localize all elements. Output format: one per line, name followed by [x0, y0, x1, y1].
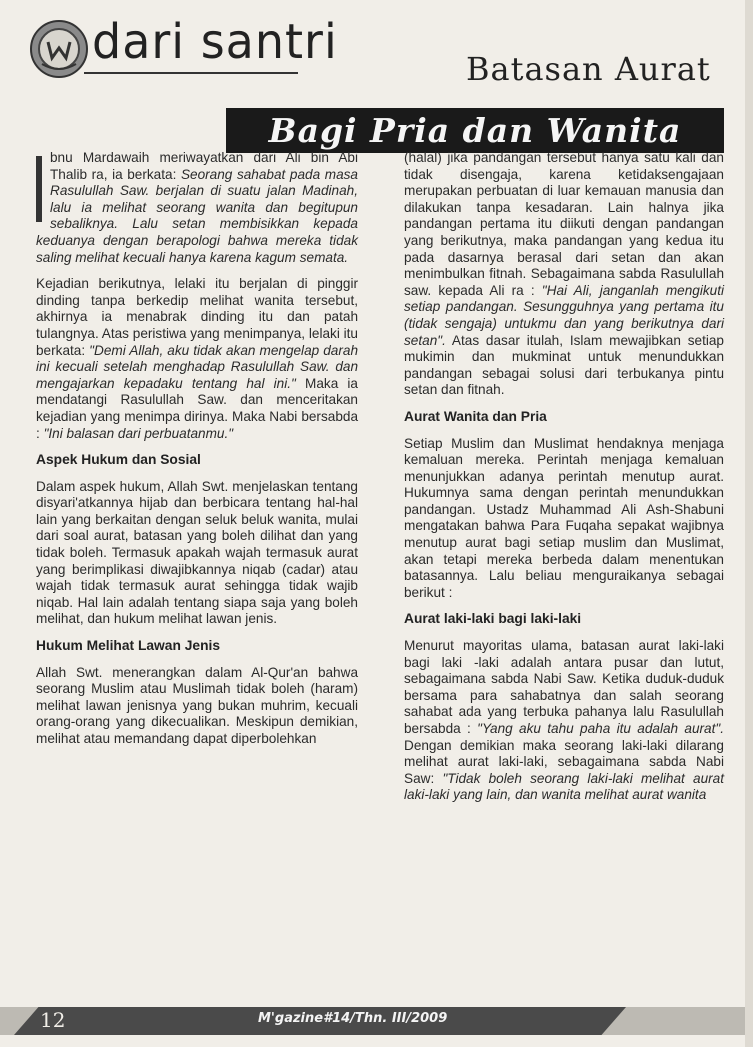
- quote-text: "Demi Allah, aku tidak akan mengelap darah ini kecuali setelah menghadap Rasulullah Saw. dan mengajarkan kepadaku tentang hal ini.": [36, 342, 359, 391]
- body-text: Maka ia mendatangi Rasulullah Saw. dan menceritakan kejadian yang menimpa dirinya. Maka Nabi bersabda :: [36, 375, 358, 441]
- issue-label: M'gazine#14/Thn. III/2009: [258, 1011, 448, 1026]
- body-text: Kejadian berikutnya, lelaki itu berjalan di pinggir dinding tanpa berkedip melihat wanita tersebut, akhirnya ia menabrak dinding itu dan patah tulangnya. Atas peristiwa yang menimpanya, lelaki itu berkata:: [36, 276, 358, 358]
- subheading-hukum-melihat: Hukum Melihat Lawan Jenis: [36, 638, 221, 654]
- body-paragraph: [404, 638, 724, 804]
- body-text: Menurut mayoritas ulama, batasan aurat laki-laki bagi laki -laki adalah antara pusar dan lutut, sebagaimana sabda Nabi Saw. Ketika duduk-duduk bersama para sahabatnya dan salah seorang sahabat ada yang terbuka pahanya lalu Rasulullah bersabda :: [404, 638, 724, 736]
- article-subtitle: Bagi Pria dan Wanita: [268, 111, 682, 150]
- subheading-aspek-hukum: Aspek Hukum dan Sosial: [36, 452, 201, 468]
- subheading-aurat-wanita-pria: Aurat Wanita dan Pria: [404, 408, 547, 424]
- body-paragraph: Dalam aspek hukum, Allah Swt. menjelaskan tentang disyari'atkannya hijab dan berbicara tentang hal-hal lain yang berkaitan dengan seluk beluk wanita, mulai dari soal aurat, batasan yang boleh dilihat dan yang tidak boleh. Termasuk apakah wajah termasuk aurat yang berimplikasi diwajibkannya niqab (cadar) atau wajah tidak termasuk aurat sehingga tidak wajib niqab. Hal lain adalah tentang siapa saja yang boleh melihat, dan hukum melihat lawan jenis.: [36, 478, 358, 627]
- section-name: dari santri: [92, 12, 338, 70]
- body-paragraph: [36, 276, 358, 442]
- intro-quote: Seorang sahabat pada masa Rasulullah Saw. berjalan di suatu jalan Madinah, lalu ia melihat seorang wanita dan begitupun sebaliknya. Lalu setan membisikkan kepada keduanya dengan berapologi bahwa mereka tidak saling melihat kecuali hanya karena kagum semata.: [36, 166, 358, 265]
- body-text: Dengan demikian maka seorang laki-laki dilarang melihat aurat laki-laki, sebagaimana sabda Nabi Saw:: [404, 737, 724, 786]
- page-edge: [745, 0, 753, 1047]
- body-paragraph: Setiap Muslim dan Muslimat hendaknya menjaga kemaluan mereka. Perintah menjaga kemaluan menunjukkan adanya perintah menutup aurat. Hukumnya sama dengan perintah menundukkan pandangan. Ustadz Muhammad Ali Ash-Shabuni mengatakan bahwa Para Fuqaha sepakat wajibnya menutup aurat bagi setiap muslim dan Muslimat, akan tetapi mereka berbeda dalam menentukan batasannya. Lalu beliau menguraikanya sebagai berikut :: [404, 435, 724, 600]
- quote-text: "Ini balasan dari perbuatanmu.": [43, 425, 234, 441]
- intro-text: bnu Mardawaih meriwayatkan dari Ali bin Abi Thalib ra, ia berkata:: [50, 150, 358, 182]
- page-number: 12: [40, 1008, 66, 1032]
- body-text: Atas dasar itulah, Islam mewajibkan setiap mukimin dan mukminat untuk menundukkan pandangan sebagai solusi dari terbukanya pintu setan dan fitnah.: [404, 332, 724, 398]
- subheading-aurat-laki-laki: Aurat laki-laki bagi laki-laki: [404, 611, 582, 627]
- left-column: [36, 150, 358, 758]
- body-paragraph: Allah Swt. menerangkan dalam Al-Qur'an bahwa seorang Muslim atau Muslimah tidak boleh (haram) melihat lawan jenisnya yang bukan muhrim, kecuali orang-orang yang dikecualikan. Meskipun demikian, melihat atau memandang dapat diperbolehkan: [36, 664, 358, 746]
- pesantren-logo-icon: [28, 18, 90, 80]
- drop-cap: [36, 156, 42, 222]
- article-title: Batasan Aurat: [466, 50, 711, 88]
- body-text: (halal) jika pandangan tersebut hanya satu kali dan tidak disengaja, karena ketidaksengajaan merupakan perbuatan di luar kemauan manusia dan dilakukan tanpa kesadaran. Lain halnya jika pandangan pertama itu diikuti dengan pandangan yang berikutnya, maka pandangan yang kedua itu pada dasarnya berasal dari setan dan akan menimbulkan fitnah. Sebagaimana sabda Rasulullah saw. kepada Ali ra :: [404, 150, 724, 298]
- body-paragraph: [404, 150, 724, 399]
- quote-text: "Hai Ali, janganlah mengikuti setiap pandangan. Sesungguhnya yang pertama itu (tidak sengaja) untukmu dan yang berikutnya dari setan".: [404, 282, 724, 348]
- quote-text: "Tidak boleh seorang laki-laki melihat aurat laki-laki yang lain, dan wanita melihat aurat wanita: [404, 770, 724, 803]
- intro-paragraph: [36, 150, 358, 266]
- quote-text: "Yang aku tahu paha itu adalah aurat".: [477, 721, 724, 736]
- section-underline: [84, 72, 298, 74]
- right-column: [404, 150, 724, 814]
